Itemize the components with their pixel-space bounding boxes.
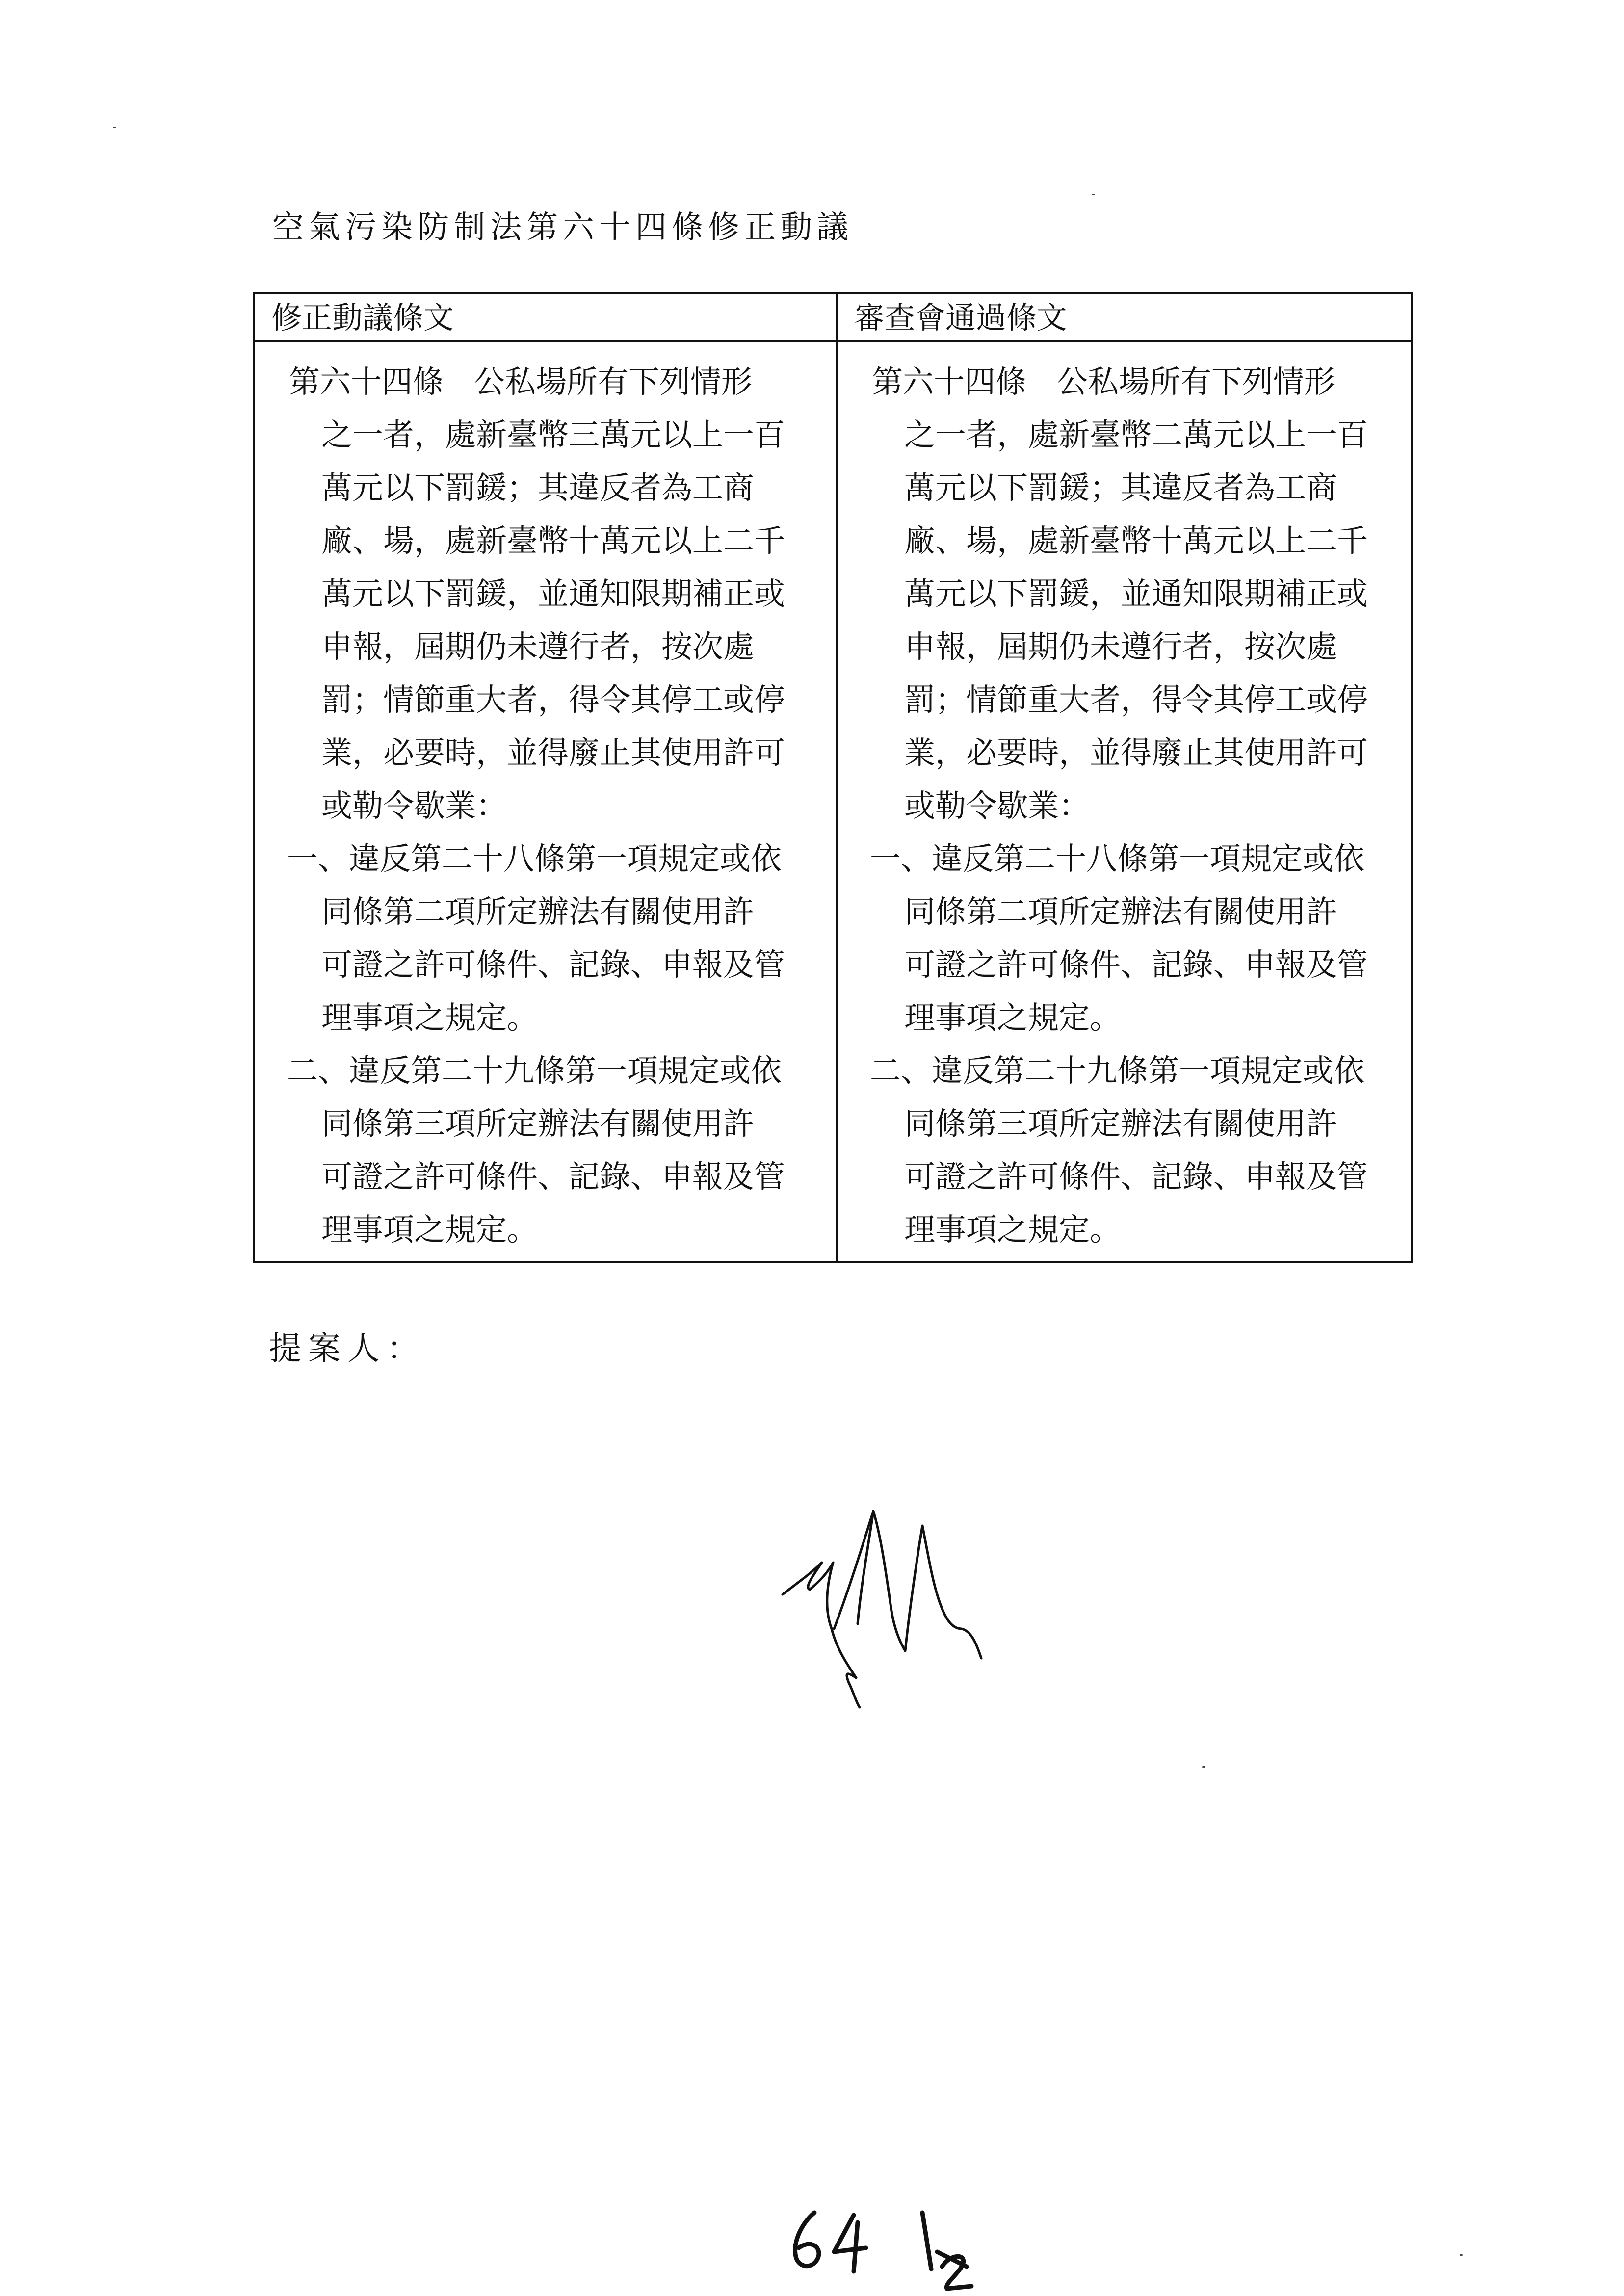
article-text-line: 之一者，處新臺幣三萬元以上一百 — [321, 417, 785, 453]
item-one-line: 理事項之規定。 — [321, 1000, 538, 1036]
article-text-line: 申報，屆期仍未遵行者，按次處 — [321, 629, 754, 665]
handwritten-signature — [775, 1482, 1050, 1712]
scan-speck — [1460, 2254, 1463, 2256]
item-two-line: 同條第三項所定辦法有關使用許 — [904, 1106, 1337, 1142]
item-two-line: 同條第三項所定辦法有關使用許 — [321, 1106, 754, 1142]
article-text-line: 申報，屆期仍未遵行者，按次處 — [904, 629, 1337, 665]
item-one-line: 可證之許可條件、記錄、申報及管 — [321, 947, 785, 983]
item-one-line: 同條第二項所定辦法有關使用許 — [321, 894, 754, 930]
article-heading-line — [838, 356, 1411, 409]
scan-speck — [1092, 194, 1095, 195]
article-lead: 公私場所有下列情形 — [474, 364, 752, 400]
proposed-amendment-text — [255, 342, 838, 1261]
article-text-line: 萬元以下罰鍰；其違反者為工商 — [904, 470, 1337, 506]
item-one-line: 理事項之規定。 — [904, 1000, 1121, 1036]
article-number: 第六十四條 — [289, 364, 444, 400]
article-text-line: 業，必要時，並得廢止其使用許可 — [904, 735, 1368, 771]
scan-speck — [1202, 1766, 1205, 1768]
item-one-line: 同條第二項所定辦法有關使用許 — [904, 894, 1337, 930]
item-two-line: 可證之許可條件、記錄、申報及管 — [321, 1159, 785, 1195]
proposer-label: 提案人： — [269, 1330, 426, 1367]
item-two-line: 二、違反第二十九條第一項規定或依 — [287, 1053, 782, 1089]
article-number: 第六十四條 — [872, 364, 1026, 400]
item-two-line: 可證之許可條件、記錄、申報及管 — [904, 1159, 1368, 1195]
page-number-mark — [775, 2193, 1001, 2291]
item-two-line: 理事項之規定。 — [321, 1212, 538, 1248]
article-text-line: 或勒令歇業： — [321, 788, 507, 824]
amendment-comparison-table — [253, 292, 1413, 1263]
item-one-line: 一、違反第二十八條第一項規定或依 — [870, 841, 1364, 877]
committee-approved-text — [838, 342, 1411, 1261]
header-committee-approved: 審查會通過條文 — [838, 294, 1411, 342]
article-text-line: 廠、場，處新臺幣十萬元以上二千 — [904, 523, 1368, 559]
handwritten-page-number — [775, 2193, 1001, 2291]
item-two-line: 二、違反第二十九條第一項規定或依 — [870, 1053, 1364, 1089]
article-text-line: 之一者，處新臺幣二萬元以上一百 — [904, 417, 1368, 453]
scan-speck — [113, 127, 116, 128]
item-one-line: 一、違反第二十八條第一項規定或依 — [287, 841, 782, 877]
article-lead: 公私場所有下列情形 — [1057, 364, 1335, 400]
article-text-line: 或勒令歇業： — [904, 788, 1090, 824]
article-text-line: 業，必要時，並得廢止其使用許可 — [321, 735, 785, 771]
item-one-line: 可證之許可條件、記錄、申報及管 — [904, 947, 1368, 983]
header-proposed-amendment: 修正動議條文 — [255, 294, 838, 342]
item-two-line: 理事項之規定。 — [904, 1212, 1121, 1248]
article-heading-line — [255, 356, 836, 409]
article-text-line: 廠、場，處新臺幣十萬元以上二千 — [321, 523, 785, 559]
article-text-line: 罰；情節重大者，得令其停工或停 — [904, 682, 1368, 718]
article-text-line: 罰；情節重大者，得令其停工或停 — [321, 682, 785, 718]
document-title: 空氣污染防制法第六十四條修正動議 — [272, 209, 853, 246]
article-text-line: 萬元以下罰鍰，並通知限期補正或 — [321, 576, 785, 612]
article-text-line: 萬元以下罰鍰；其違反者為工商 — [321, 470, 754, 506]
article-text-line: 萬元以下罰鍰，並通知限期補正或 — [904, 576, 1368, 612]
